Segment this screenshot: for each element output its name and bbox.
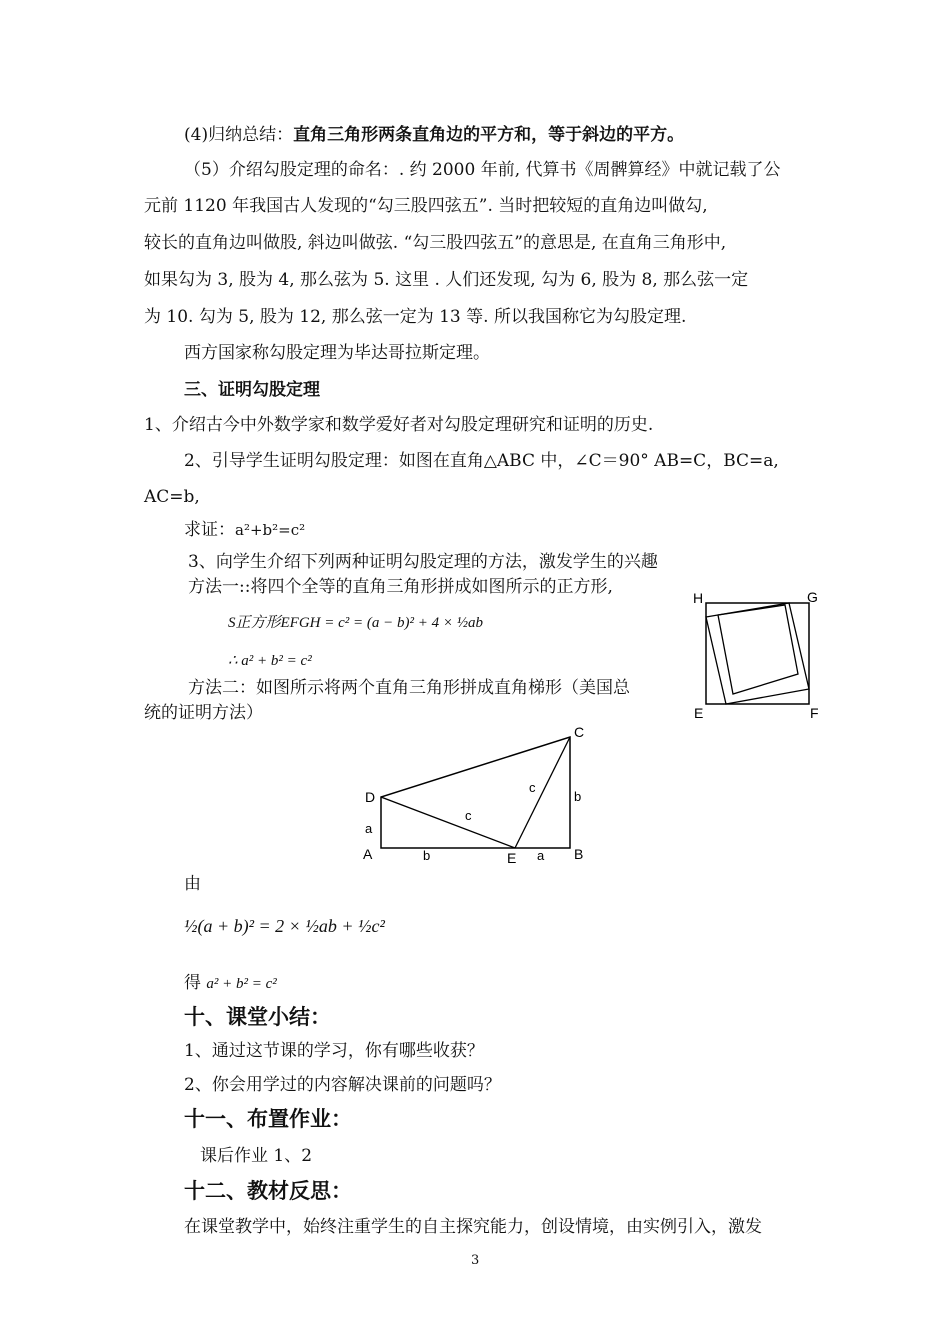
summary-item-1: 1、通过这节课的学习，你有哪些收获？ [184, 1041, 484, 1061]
sec3-item2-line2: AC=b, [144, 487, 200, 507]
sec3-item2-line1: 2、引导学生证明勾股定理：如图在直角△ABC 中，∠C＝90° AB=C，BC=a, [184, 451, 779, 471]
from-label: 由 [184, 874, 201, 894]
item4-line [184, 124, 684, 146]
label-e: E [694, 705, 704, 721]
side-de-label: c [465, 808, 472, 823]
method2-line1: 方法二：如图所示将两个直角三角形拼成直角梯形（美国总 [188, 678, 630, 698]
from-equation: ½(a + b)² = 2 × ½ab + ½c² [184, 916, 385, 936]
west-name: 西方国家称勾股定理为毕达哥拉斯定理。 [184, 343, 490, 363]
square-figure [688, 586, 828, 722]
side-ec-label: c [529, 780, 536, 795]
sec3-item1: 1、介绍古今中外数学家和数学爱好者对勾股定理研究和证明的历史. [144, 415, 654, 435]
label-b-vertex: B [574, 846, 584, 862]
page-number: 3 [471, 1253, 480, 1268]
tilted-square [718, 605, 798, 694]
method2-line2: 统的证明方法） [144, 703, 263, 723]
label-f: F [810, 705, 819, 721]
label-a-vertex: A [363, 846, 373, 862]
item5-line-2: 元前 1120 年我国古人发现的“勾三股四弦五”. 当时把较短的直角边叫做勾, [144, 196, 708, 216]
summary-title: 十、课堂小结： [184, 1005, 331, 1029]
method1-eq2: ∴ a² + b² = c² [228, 653, 312, 669]
homework-title: 十一、布置作业： [184, 1107, 352, 1131]
prove-line [184, 519, 305, 541]
method1-text: 方法一::将四个全等的直角三角形拼成如图所示的正方形, [188, 577, 613, 597]
homework-text: 课后作业 1、2 [200, 1146, 313, 1166]
label-h: H [693, 590, 704, 606]
item4-prefix: (4)归纳总结： [184, 125, 294, 145]
method1-eq1: S正方形EFGH = c² = (a − b)² + 4 × ½ab [228, 615, 483, 631]
side-bc-label: b [574, 789, 582, 804]
item5-line-1: （5）介绍勾股定理的命名：. 约 2000 年前, 代算书《周髀算经》中就记载了公 [184, 160, 781, 180]
prove-prefix: 求证： [184, 520, 235, 540]
side-ad-label: a [365, 821, 373, 836]
label-c-vertex: C [574, 724, 585, 740]
sec3-title: 三、证明勾股定理 [184, 380, 320, 400]
segment-de [381, 797, 515, 848]
get-prefix: 得 [184, 973, 201, 993]
reflection-text: 在课堂教学中，始终注重学生的自主探究能力，创设情境，由实例引入，激发 [184, 1217, 762, 1237]
side-eb-label: a [537, 848, 545, 863]
label-e-vertex: E [507, 850, 517, 866]
get-equation: a² + b² = c² [206, 976, 277, 992]
segment-ec [515, 737, 570, 848]
label-d: D [365, 789, 376, 805]
side-ae-label: b [423, 848, 431, 863]
summary-item-2: 2、你会用学过的内容解决课前的问题吗？ [184, 1075, 501, 1095]
sec3-item3: 3、向学生介绍下列两种证明勾股定理的方法，激发学生的兴趣 [188, 552, 658, 572]
item5-line-4: 如果勾为 3, 股为 4, 那么弦为 5. 这里 . 人们还发现, 勾为 6, 股为 8, 那么弦一定 [144, 270, 749, 290]
reflection-title: 十二、教材反思： [184, 1179, 352, 1203]
get-line [184, 972, 277, 995]
item5-line-3: 较长的直角边叫做股, 斜边叫做弦. “勾三股四弦五”的意思是, 在直角三角形中, [144, 233, 727, 253]
label-g: G [807, 589, 818, 605]
item4-bold: 直角三角形两条直角边的平方和，等于斜边的平方。 [293, 125, 685, 145]
item5-line-5: 为 10. 勾为 5, 股为 12, 那么弦一定为 13 等. 所以我国称它为勾股定理. [144, 307, 687, 327]
trapezoid-outline [381, 737, 570, 848]
prove-formula: a²+b²=c² [235, 521, 306, 539]
trapezoid-figure [355, 720, 595, 870]
